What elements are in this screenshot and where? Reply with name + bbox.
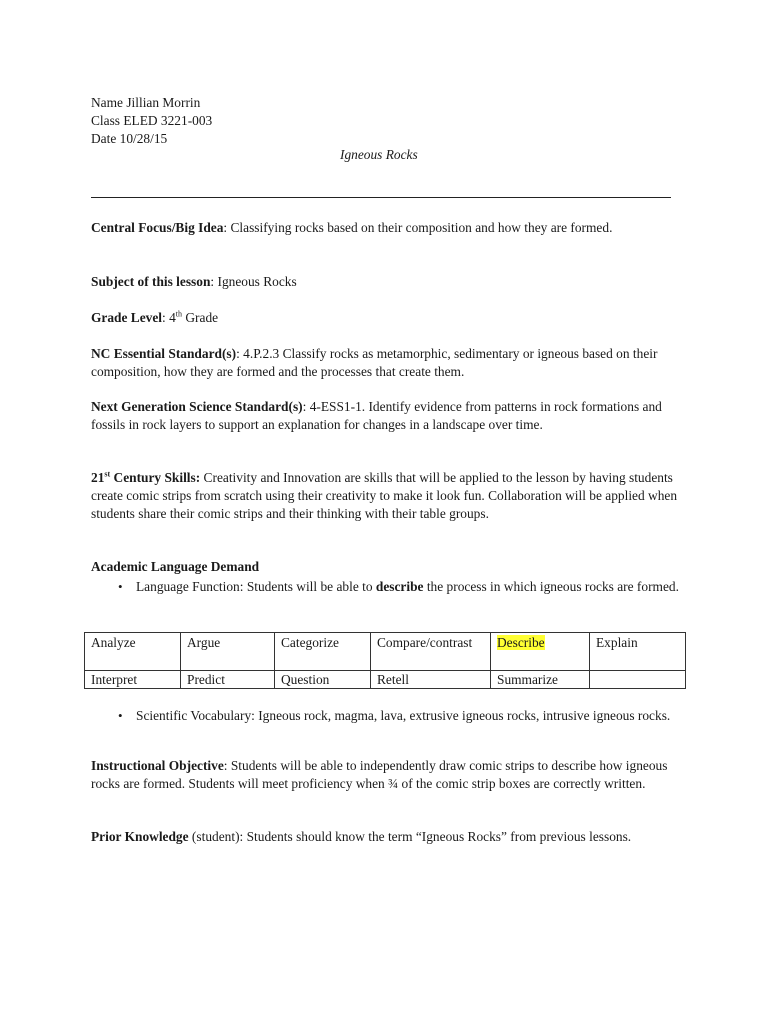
highlighted-word: Describe	[497, 635, 545, 650]
language-function-bold: describe	[375, 579, 424, 594]
date-line: Date 10/28/15	[91, 131, 168, 146]
nc-standard-text: : 4.P.2.3 Classify rocks as metamorphic, sedimentary or igneous based on their composition, how they are formed and the processes that create them.	[91, 346, 658, 379]
academic-language-heading-text: Academic Language Demand	[91, 559, 260, 574]
century-skills-label	[91, 470, 200, 485]
document-title: Igneous Rocks	[340, 147, 418, 162]
prior-knowledge-label: Prior Knowledge	[91, 829, 189, 844]
century-skills-label-suffix: Century Skills:	[110, 470, 201, 485]
century-skills-paragraph	[91, 469, 681, 523]
scientific-vocabulary-text: Scientific Vocabulary: Igneous rock, magma, lava, extrusive igneous rocks, intrusive igneous rocks.	[136, 708, 671, 723]
central-focus-text: : Classifying rocks based on their composition and how they are formed.	[223, 220, 613, 235]
table-cell: Retell	[371, 671, 491, 689]
table-cell: Interpret	[85, 671, 181, 689]
class-line: Class ELED 3221-003	[91, 113, 213, 128]
century-skills-text: Creativity and Innovation are skills that will be applied to the lesson by having students create comic strips from scratch using their creativity to make it look fun. Collaboration will be applied when students share their comic strips and their thinking with their table groups.	[91, 470, 678, 521]
grade-prefix: : 4	[162, 310, 176, 325]
ngss-paragraph	[91, 398, 681, 434]
language-function-bullet	[118, 578, 696, 596]
ngss-text: : 4-ESS1-1. Identify evidence from patterns in rock formations and fossils in rock layers to support an explanation for changes in a landscape over time.	[91, 399, 662, 432]
central-focus-label: Central Focus/Big Idea	[91, 220, 224, 235]
bullet-dot-icon: •	[118, 579, 123, 594]
prior-knowledge-paragraph	[91, 828, 681, 846]
grade-superscript: th	[175, 309, 183, 319]
table-cell: Question	[275, 671, 371, 689]
language-functions-table	[84, 632, 686, 689]
subject-paragraph	[91, 273, 681, 291]
century-skills-label-number: 21	[91, 470, 105, 485]
ngss-label: Next Generation Science Standard(s)	[91, 399, 303, 414]
table-cell: Summarize	[491, 671, 590, 689]
table-cell: Categorize	[275, 633, 371, 671]
grade-label: Grade Level	[91, 310, 163, 325]
table-cell	[590, 671, 686, 689]
grade-suffix: Grade	[182, 310, 219, 325]
language-function-suffix: the process in which igneous rocks are formed.	[423, 579, 679, 594]
horizontal-rule	[91, 197, 671, 198]
table-cell: Explain	[590, 633, 686, 671]
grade-paragraph	[91, 309, 681, 327]
instructional-objective-paragraph	[91, 757, 681, 793]
prior-knowledge-text: (student): Students should know the term “Igneous Rocks” from previous lessons.	[188, 829, 632, 844]
scientific-vocabulary-bullet	[118, 707, 696, 725]
header-block	[91, 94, 651, 148]
central-focus-paragraph	[91, 219, 681, 237]
subject-label: Subject of this lesson	[91, 274, 211, 289]
academic-language-heading	[91, 558, 681, 576]
table-cell: Argue	[181, 633, 275, 671]
bullet-dot-icon: •	[118, 708, 123, 723]
table-cell-highlighted	[491, 633, 590, 671]
table-row	[85, 633, 686, 671]
instructional-objective-label: Instructional Objective	[91, 758, 224, 773]
table-row	[85, 671, 686, 689]
table-cell: Predict	[181, 671, 275, 689]
table-cell: Analyze	[85, 633, 181, 671]
instructional-objective-text: : Students will be able to independently draw comic strips to describe how igneous rocks are formed. Students will meet proficiency when ¾ of the comic strip boxes are correctly written.	[91, 758, 668, 791]
name-line: Name Jillian Morrin	[91, 95, 201, 110]
nc-standard-paragraph	[91, 345, 681, 381]
century-skills-superscript: st	[104, 469, 111, 479]
subject-text: : Igneous Rocks	[210, 274, 297, 289]
language-function-prefix: Language Function: Students will be able to	[136, 579, 376, 594]
nc-standard-label: NC Essential Standard(s)	[91, 346, 237, 361]
table-cell: Compare/contrast	[371, 633, 491, 671]
